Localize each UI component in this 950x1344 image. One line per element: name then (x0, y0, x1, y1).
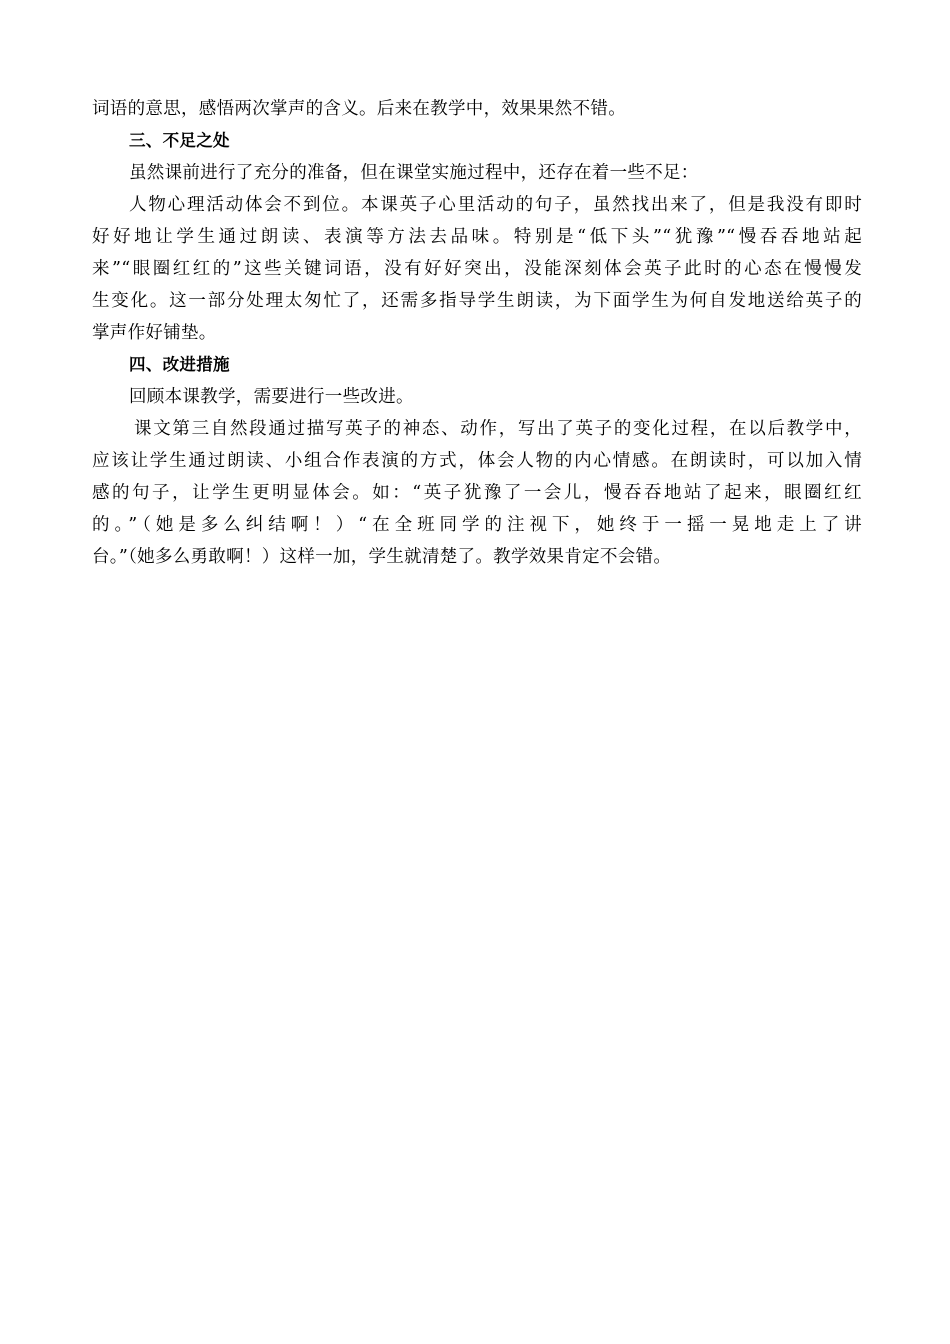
section-heading-improvements: 四、改进措施 (129, 355, 230, 374)
paragraph-line: 台。”（她多么勇敢啊！）这样一加，学生就清楚了。教学效果肯定不会错。 (92, 547, 672, 567)
paragraph-line: 感的句子，让学生更明显体会。如：“英子犹豫了一会儿，慢吞吞地站了起来，眼圈红红 (92, 483, 862, 503)
paragraph-line: 课文第三自然段通过描写英子的神态、动作，写出了英子的变化过程，在以后教学中， (134, 419, 862, 439)
paragraph-line: 来”“眼圈红红的”这些关键词语，没有好好突出，没能深刻体会英子此时的心态在慢慢发 (92, 259, 862, 279)
shortcomings-intro: 虽然课前进行了充分的准备，但在课堂实施过程中，还存在着一些不足： (129, 163, 699, 183)
paragraph-line: 掌声作好铺垫。 (92, 323, 217, 343)
paragraph-line: 生变化。这一部分处理太匆忙了，还需多指导学生朗读，为下面学生为何自发地送给英子的 (92, 291, 862, 311)
paragraph-line: 应该让学生通过朗读、小组合作表演的方式，体会人物的内心情感。在朗读时，可以加入情 (92, 451, 862, 471)
paragraph-line: 人物心理活动体会不到位。本课英子心里活动的句子，虽然找出来了，但是我没有即时 (129, 195, 862, 215)
improvements-intro: 回顾本课教学，需要进行一些改进。 (129, 387, 414, 407)
paragraph-line: 好好地让学生通过朗读、表演等方法去品味。特别是“低下头”“犹豫”“慢吞吞地站起 (92, 227, 862, 247)
intro-line: 词语的意思，感悟两次掌声的含义。后来在教学中，效果果然不错。 (92, 99, 626, 119)
document-page (92, 93, 862, 573)
paragraph-line: 的。”（她是多么纠结啊！）“在全班同学的注视下，她终于一摇一晃地走上了讲 (92, 515, 862, 535)
section-heading-shortcomings: 三、不足之处 (129, 131, 230, 150)
